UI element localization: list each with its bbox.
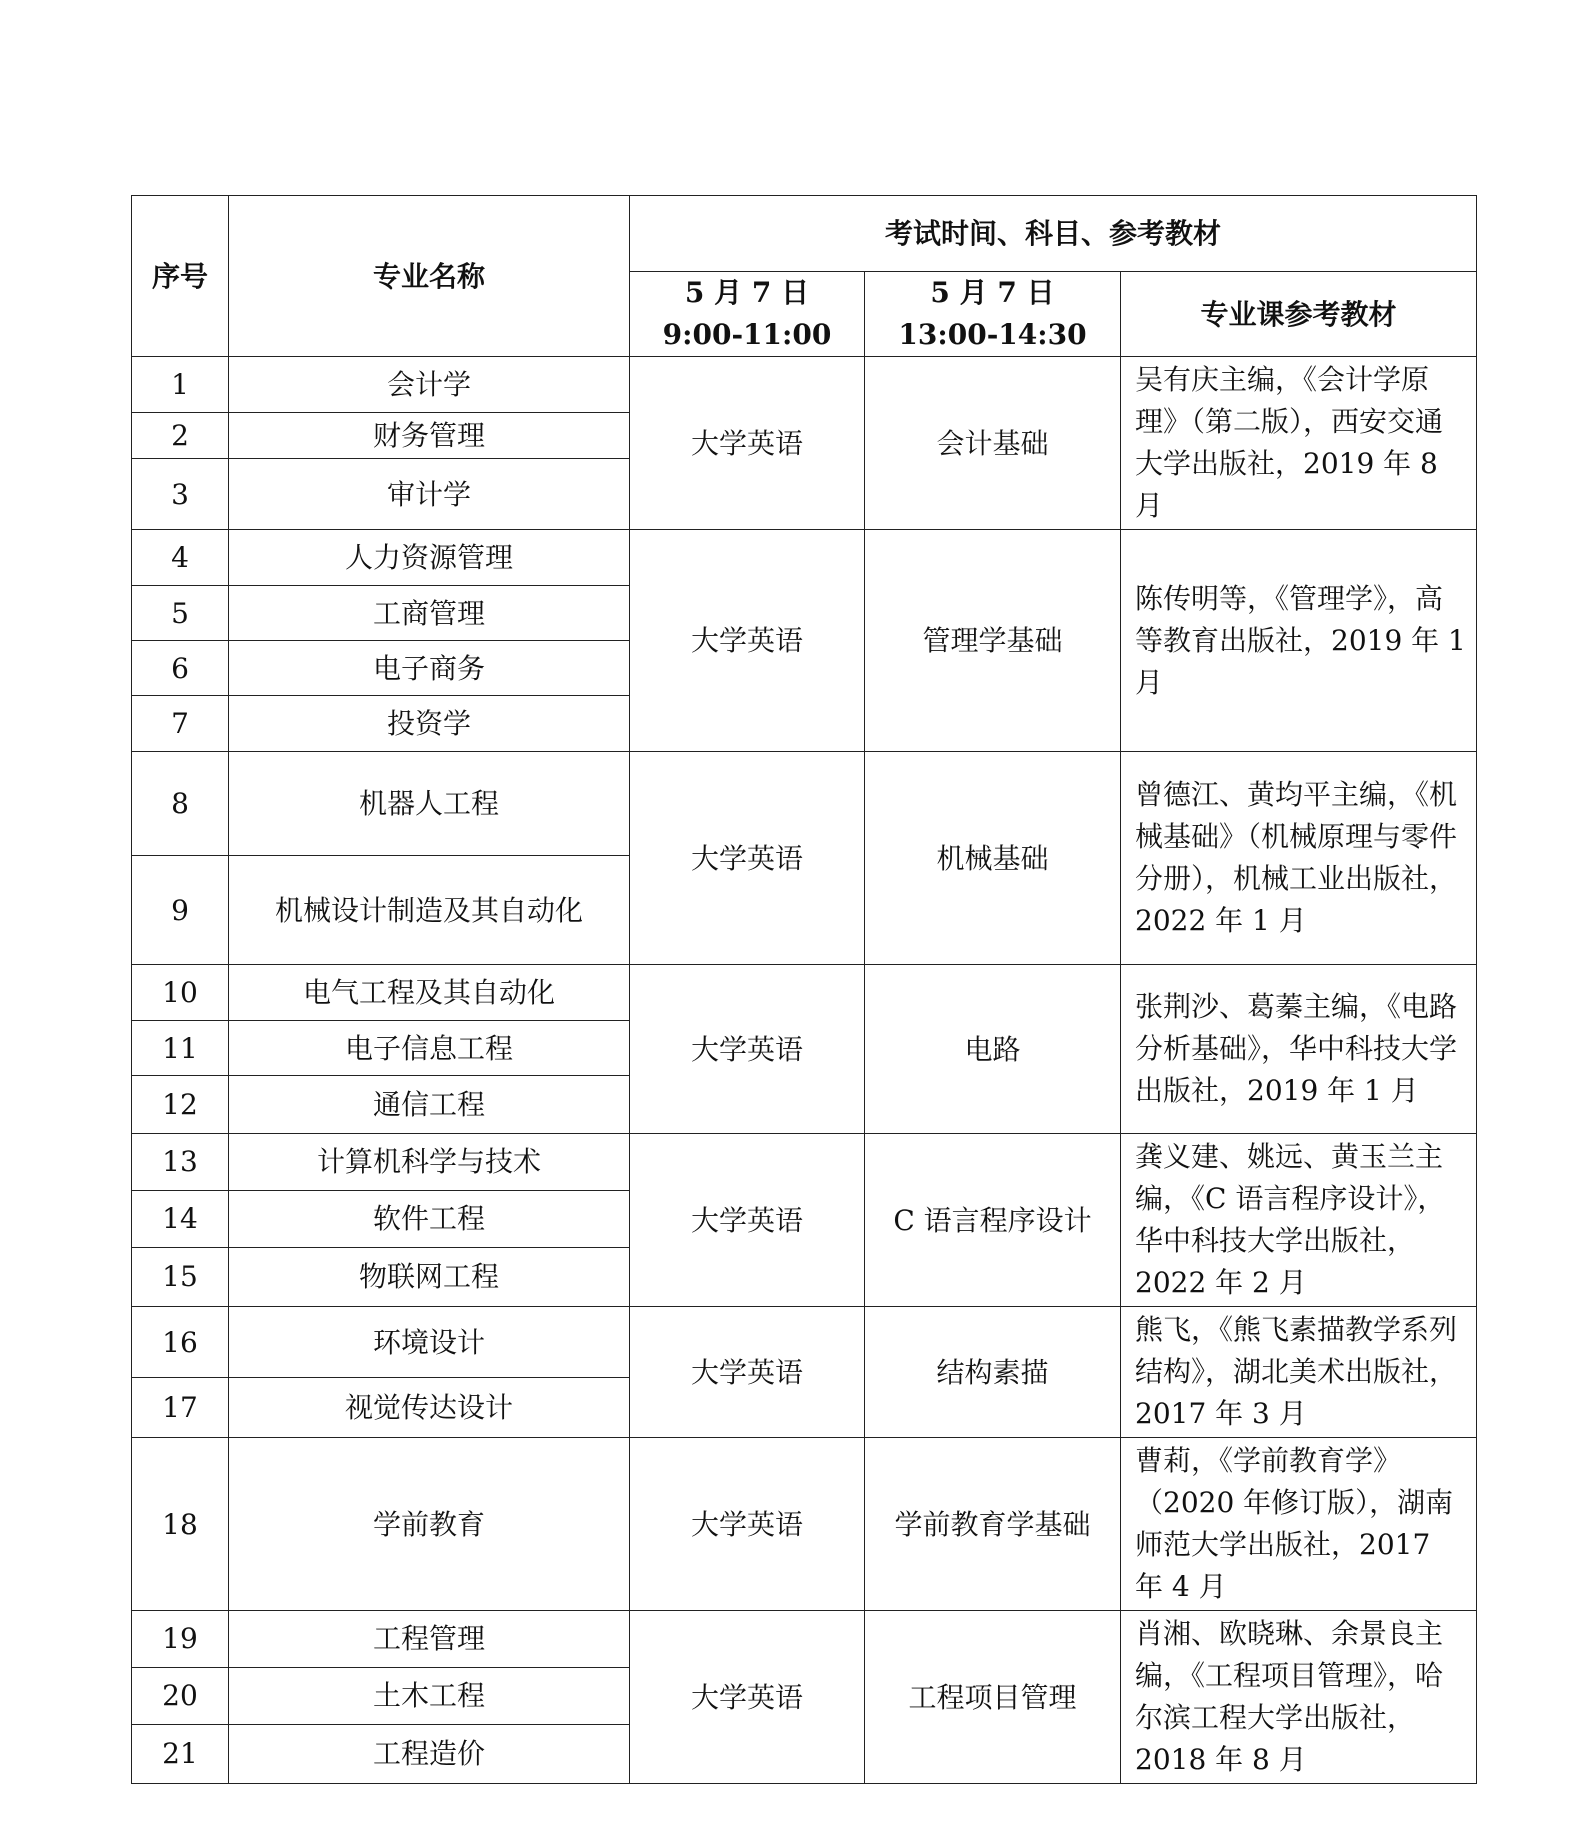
reference-textbook: 龚义建、姚远、黄玉兰主编，《C 语言程序设计》，华中科技大学出版社，2022 年 2 月 <box>1121 1134 1477 1307</box>
table-row <box>132 752 1477 856</box>
row-number: 20 <box>132 1667 229 1724</box>
row-number: 16 <box>132 1307 229 1378</box>
major-name: 会计学 <box>229 357 630 413</box>
reference-textbook: 曾德江、黄均平主编，《机械基础》（机械原理与零件分册），机械工业出版社，2022 年 1 月 <box>1121 752 1477 965</box>
subject-morning: 大学英语 <box>630 1307 865 1438</box>
table-body <box>132 357 1477 1784</box>
header-col2-time: 13:00-14:30 <box>898 318 1087 351</box>
major-name: 学前教育 <box>229 1438 630 1611</box>
row-number: 6 <box>132 641 229 696</box>
header-col2-date: 5 月 7 日 <box>930 276 1055 309</box>
header-col1-time: 9:00-11:00 <box>662 318 832 351</box>
row-number: 4 <box>132 530 229 586</box>
major-name: 电子信息工程 <box>229 1021 630 1076</box>
table-row <box>132 1438 1477 1611</box>
reference-textbook: 肖湘、欧晓琳、余景良主编，《工程项目管理》，哈尔滨工程大学出版社，2018 年 8 月 <box>1121 1611 1477 1784</box>
major-name: 人力资源管理 <box>229 530 630 586</box>
major-name: 机器人工程 <box>229 752 630 856</box>
table-row <box>132 357 1477 413</box>
row-number: 5 <box>132 586 229 641</box>
major-name: 工商管理 <box>229 586 630 641</box>
row-number: 1 <box>132 357 229 413</box>
header-major: 专业名称 <box>229 196 630 357</box>
header-textbook: 专业课参考教材 <box>1121 272 1477 357</box>
subject-afternoon: C 语言程序设计 <box>865 1134 1121 1307</box>
row-number: 17 <box>132 1378 229 1438</box>
row-number: 9 <box>132 856 229 965</box>
major-name: 投资学 <box>229 696 630 752</box>
major-name: 软件工程 <box>229 1190 630 1247</box>
row-number: 3 <box>132 459 229 530</box>
table-row <box>132 1307 1477 1378</box>
subject-morning: 大学英语 <box>630 530 865 752</box>
row-number: 13 <box>132 1134 229 1191</box>
row-number: 10 <box>132 965 229 1021</box>
reference-textbook: 曹莉，《学前教育学》（2020 年修订版），湖南师范大学出版社，2017 年 4 月 <box>1121 1438 1477 1611</box>
row-number: 19 <box>132 1611 229 1668</box>
major-name: 环境设计 <box>229 1307 630 1378</box>
major-name: 物联网工程 <box>229 1247 630 1306</box>
major-name: 视觉传达设计 <box>229 1378 630 1438</box>
subject-afternoon: 工程项目管理 <box>865 1611 1121 1784</box>
row-number: 21 <box>132 1724 229 1783</box>
subject-afternoon: 管理学基础 <box>865 530 1121 752</box>
major-name: 机械设计制造及其自动化 <box>229 856 630 965</box>
subject-morning: 大学英语 <box>630 752 865 965</box>
row-number: 8 <box>132 752 229 856</box>
subject-morning: 大学英语 <box>630 357 865 530</box>
subject-morning: 大学英语 <box>630 1134 865 1307</box>
table-row <box>132 530 1477 586</box>
header-seq: 序号 <box>132 196 229 357</box>
major-name: 电子商务 <box>229 641 630 696</box>
major-name: 工程管理 <box>229 1611 630 1668</box>
major-name: 财务管理 <box>229 413 630 459</box>
subject-afternoon: 会计基础 <box>865 357 1121 530</box>
row-number: 7 <box>132 696 229 752</box>
major-name: 土木工程 <box>229 1667 630 1724</box>
reference-textbook: 熊飞，《熊飞素描教学系列结构》，湖北美术出版社，2017 年 3 月 <box>1121 1307 1477 1438</box>
row-number: 2 <box>132 413 229 459</box>
exam-schedule-table <box>131 195 1477 1784</box>
reference-textbook: 吴有庆主编，《会计学原理》（第二版），西安交通大学出版社，2019 年 8 月 <box>1121 357 1477 530</box>
table-row <box>132 965 1477 1021</box>
subject-afternoon: 结构素描 <box>865 1307 1121 1438</box>
row-number: 15 <box>132 1247 229 1306</box>
major-name: 电气工程及其自动化 <box>229 965 630 1021</box>
reference-textbook: 张荆沙、葛蓁主编，《电路分析基础》，华中科技大学出版社，2019 年 1 月 <box>1121 965 1477 1134</box>
table-row <box>132 1611 1477 1668</box>
major-name: 计算机科学与技术 <box>229 1134 630 1191</box>
subject-morning: 大学英语 <box>630 965 865 1134</box>
table-row <box>132 1134 1477 1191</box>
major-name: 通信工程 <box>229 1076 630 1134</box>
header-col1 <box>630 272 865 357</box>
header-group-title: 考试时间、科目、参考教材 <box>630 196 1477 272</box>
row-number: 18 <box>132 1438 229 1611</box>
row-number: 14 <box>132 1190 229 1247</box>
reference-textbook: 陈传明等，《管理学》，高等教育出版社，2019 年 1 月 <box>1121 530 1477 752</box>
subject-afternoon: 电路 <box>865 965 1121 1134</box>
subject-morning: 大学英语 <box>630 1611 865 1784</box>
header-col1-date: 5 月 7 日 <box>684 276 810 309</box>
subject-afternoon: 机械基础 <box>865 752 1121 965</box>
major-name: 审计学 <box>229 459 630 530</box>
row-number: 11 <box>132 1021 229 1076</box>
subject-morning: 大学英语 <box>630 1438 865 1611</box>
row-number: 12 <box>132 1076 229 1134</box>
major-name: 工程造价 <box>229 1724 630 1783</box>
subject-afternoon: 学前教育学基础 <box>865 1438 1121 1611</box>
header-col2 <box>865 272 1121 357</box>
